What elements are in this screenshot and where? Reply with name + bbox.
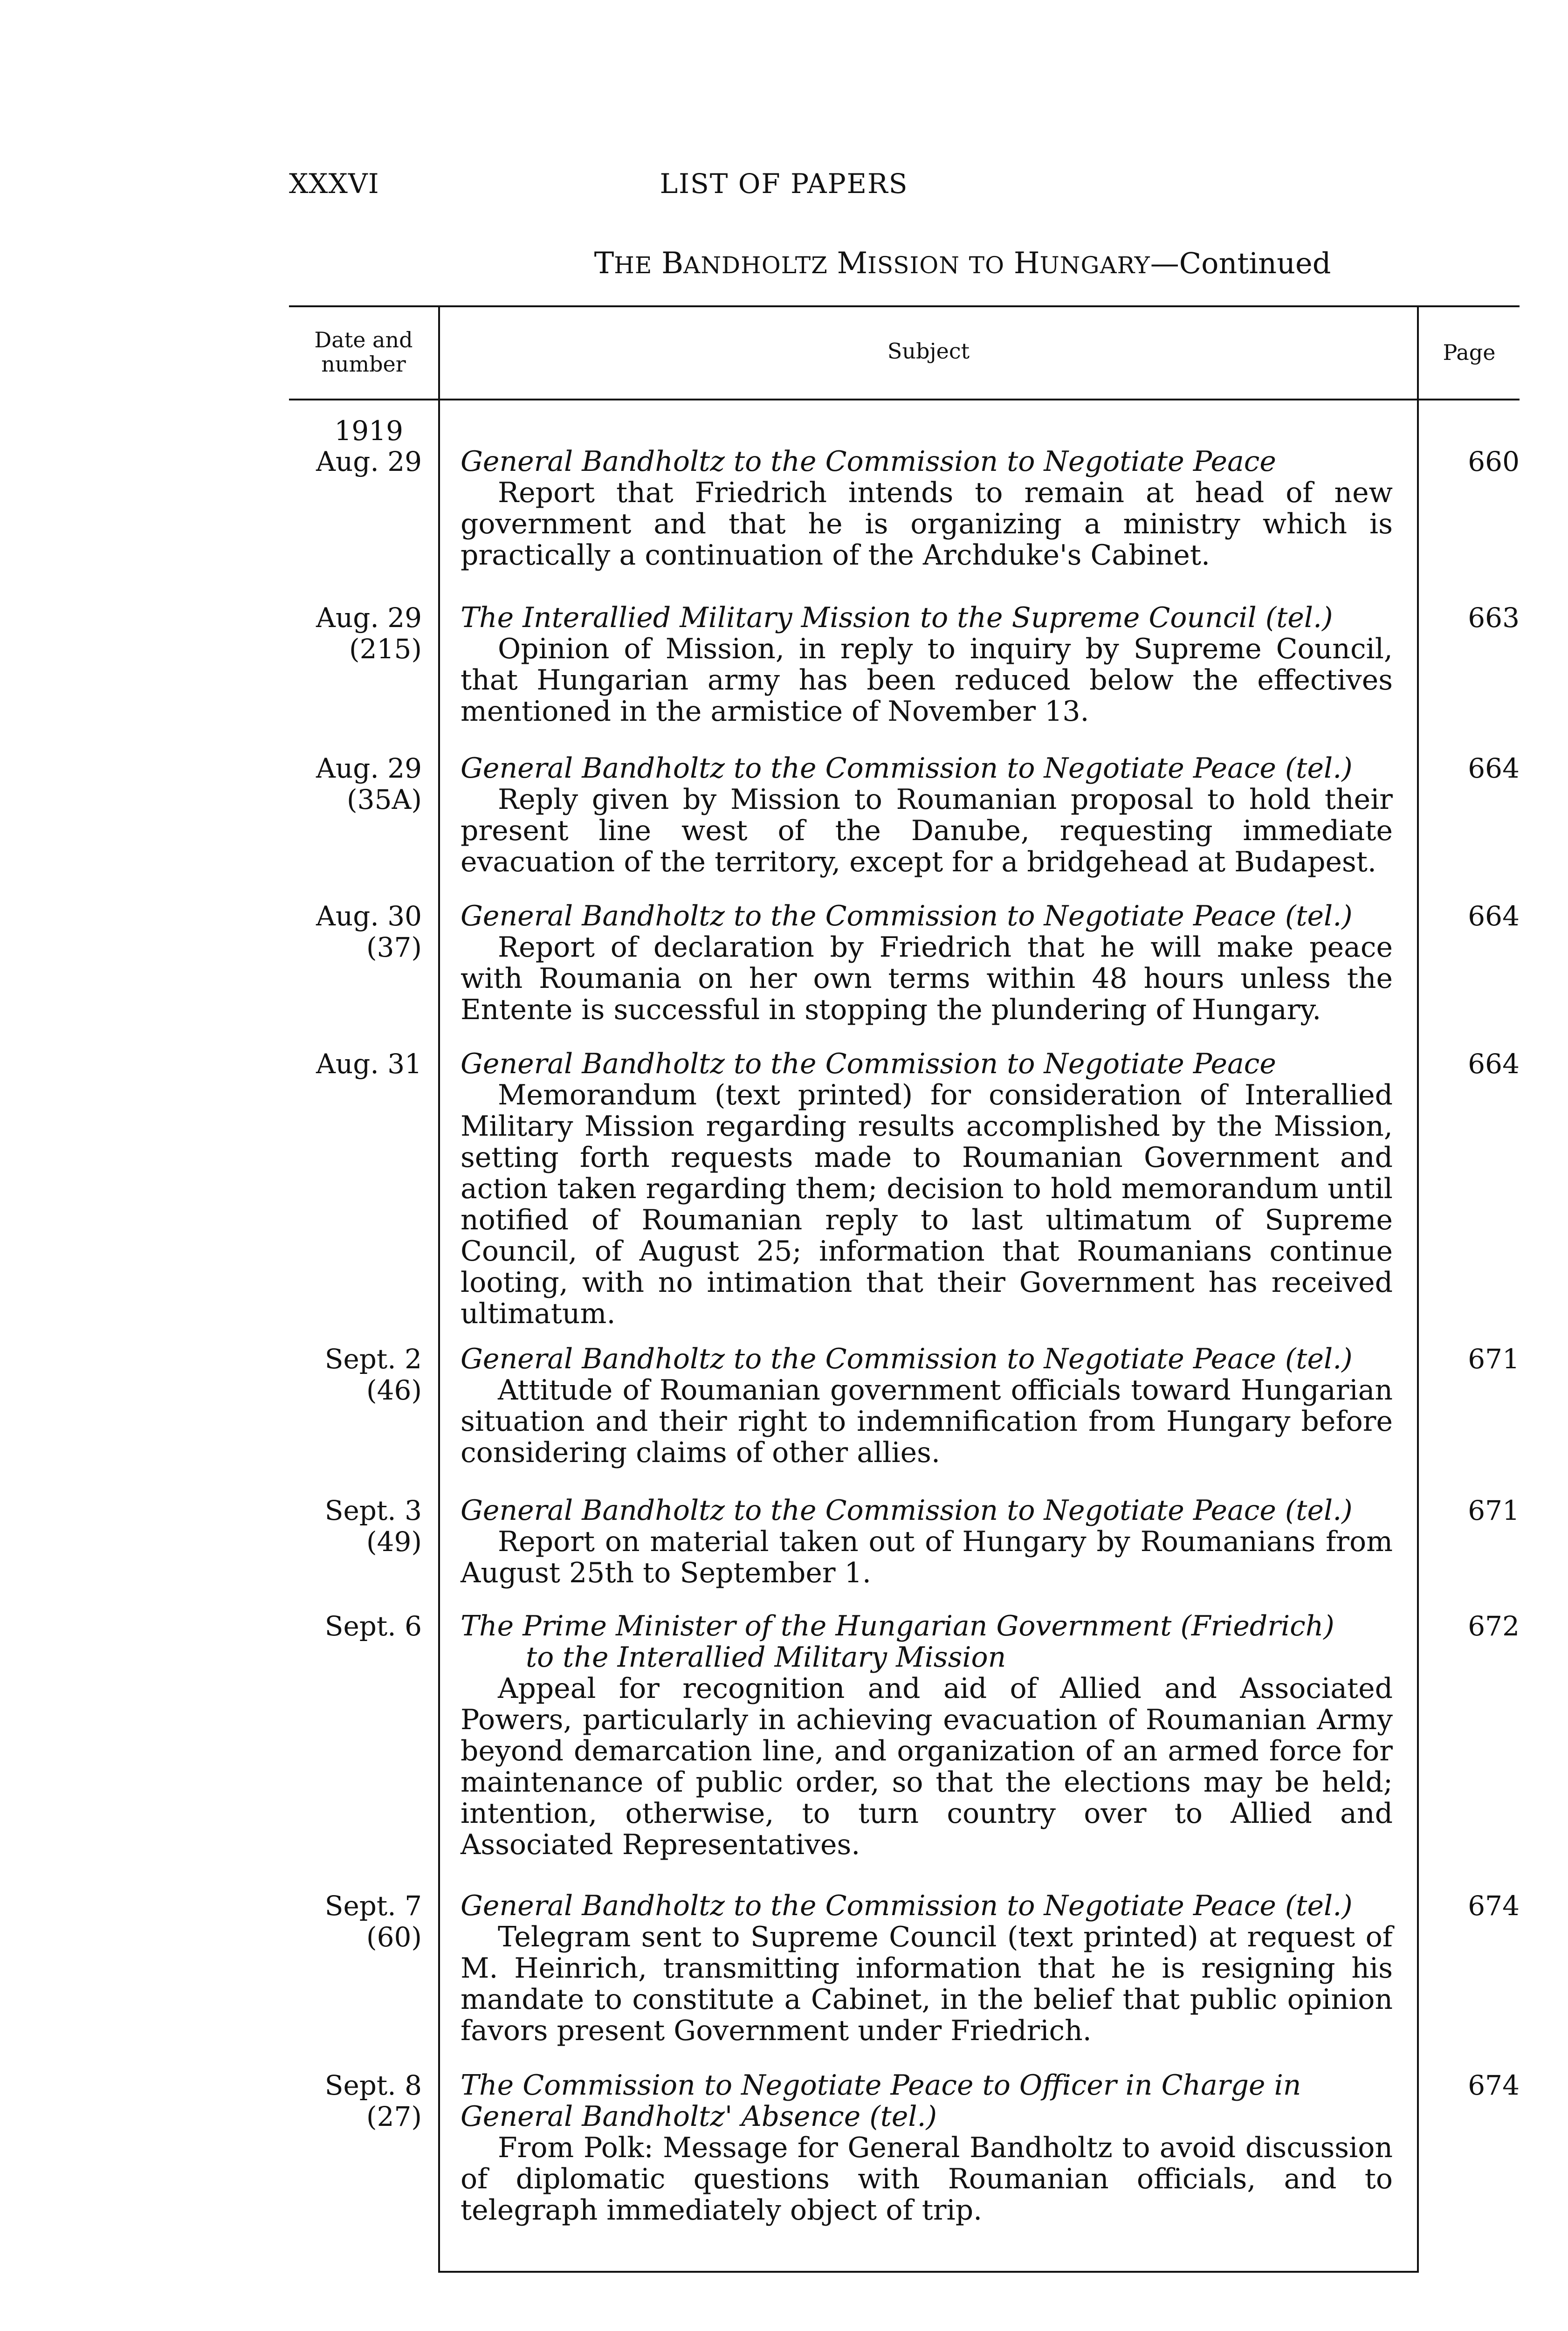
entry-summary: Attitude of Roumanian government officials toward Hungarian situation and their right to indemnification from Hungary before considering claims of other allies. — [461, 1374, 1393, 1469]
entry-page: 674 — [1468, 1890, 1520, 1922]
entry-page: 660 — [1468, 446, 1520, 477]
entry-subject — [461, 1890, 1393, 2047]
entry-heading: General Bandholtz to the Commission to Negotiate Peace (tel.) — [461, 1343, 1353, 1375]
section-title: THE BANDHOLTZ MISSION TO HUNGARY—Continued — [594, 246, 1331, 281]
entry-heading: General Bandholtz to the Commission to Negotiate Peace (tel.) — [461, 1890, 1353, 1922]
entry-heading: The Prime Minister of the Hungarian Government (Friedrich) — [461, 1610, 1334, 1642]
entry-page: 671 — [1468, 1343, 1520, 1375]
entry-subject — [461, 602, 1393, 727]
entry-subject — [461, 901, 1393, 1026]
entry-subject — [461, 1611, 1393, 1861]
entry-date: Sept. 8 (27) — [324, 2069, 422, 2132]
column-header-subject: Subject — [887, 338, 970, 364]
entry-page: 664 — [1468, 752, 1520, 784]
entry-date: Sept. 6 — [324, 1610, 422, 1642]
entry-summary: Opinion of Mission, in reply to inquiry by Supreme Council, that Hungarian army has been reduced below the effectives mentioned in the armistice of November 13. — [461, 633, 1393, 728]
entry-date: Sept. 2 (46) — [324, 1343, 422, 1406]
entry-summary: Report of declaration by Friedrich that he will make peace with Roumania on her own terms within 48 hours unless the Entente is successful in stopping the plundering of Hungary. — [461, 931, 1393, 1026]
table-top-rule — [289, 305, 1520, 307]
entry-summary: Report on material taken out of Hungary by Roumanians from August 25th to September 1. — [461, 1525, 1393, 1589]
running-head — [0, 168, 1568, 210]
entry-summary: Reply given by Mission to Roumanian proposal to hold their present line west of the Danube, requesting immediate evacuation of the territory, except for a bridgehead at Budapest. — [461, 783, 1393, 878]
entry-subject — [461, 1344, 1393, 1469]
entry-subject — [461, 1048, 1393, 1330]
entry-summary: Telegram sent to Supreme Council (text printed) at request of M. Heinrich, transmitting information that he is resigning his mandate to constitute a Cabinet, in the belief that public opinion favors present Government under Friedrich. — [461, 1921, 1393, 2047]
entry-heading: General Bandholtz to the Commission to Negotiate Peace (tel.) — [461, 900, 1353, 932]
entry-heading: The Commission to Negotiate Peace to Officer in Charge in General Bandholtz' Absence (tel.) — [461, 2069, 1301, 2133]
entry-summary: From Polk: Message for General Bandholtz to avoid discussion of diplomatic questions with Roumanian officials, and to telegraph immediately object of trip. — [461, 2131, 1393, 2227]
year-label: 1919 — [334, 415, 403, 447]
entry-date: Aug. 31 — [316, 1048, 422, 1080]
entry-date: Aug. 29 (35A) — [316, 752, 422, 815]
entry-subject — [461, 753, 1393, 878]
entry-page: 663 — [1468, 602, 1520, 634]
entry-date: Sept. 3 (49) — [324, 1495, 422, 1558]
entry-date: Sept. 7 (60) — [324, 1890, 422, 1953]
entry-heading: General Bandholtz to the Commission to Negotiate Peace (tel.) — [461, 1494, 1353, 1527]
table-header-rule — [289, 399, 1520, 400]
entry-subject — [461, 1495, 1393, 1589]
column-header-date: Date and number — [314, 327, 413, 377]
entry-heading: General Bandholtz to the Commission to Negotiate Peace — [461, 1048, 1276, 1080]
page-folio: XXXVI — [289, 168, 379, 200]
entry-heading: The Interallied Military Mission to the Supreme Council (tel.) — [461, 601, 1333, 634]
papers-table — [289, 305, 1520, 2273]
entry-page: 672 — [1468, 1610, 1520, 1642]
entry-subject — [461, 446, 1393, 571]
entry-date: Aug. 29 — [316, 446, 422, 477]
column-divider-left — [438, 305, 440, 2273]
entry-date: Aug. 29 (215) — [316, 602, 422, 665]
entry-summary: Appeal for recognition and aid of Allied and Associated Powers, particularly in achieving evacuation of Roumanian Army beyond demarcation line, and organization of an armed force for maintenance of public order, so that the elections may be held; intention, otherwise, to turn country over to Allied and Associated Representatives. — [461, 1672, 1393, 1861]
entry-heading: General Bandholtz to the Commission to Negotiate Peace (tel.) — [461, 752, 1353, 785]
entry-subject — [461, 2070, 1393, 2226]
entry-summary: Memorandum (text printed) for consideration of Interallied Military Mission regarding results accomplished by the Mission, setting forth requests made to Roumanian Government and action taken regarding them; decision to hold memorandum until notified of Roumanian reply to last ultimatum of Supreme Council, of August 25; information that Roumanians continue looting, with no intimation that their Government has received ultimatum. — [461, 1079, 1393, 1330]
entry-summary: Report that Friedrich intends to remain at head of new government and that he is organizing a ministry which is practically a continuation of the Archduke's Cabinet. — [461, 476, 1393, 572]
entry-heading-continued: to the Interallied Military Mission — [526, 1641, 1006, 1674]
entry-page: 674 — [1468, 2069, 1520, 2101]
entry-page: 664 — [1468, 1048, 1520, 1080]
entry-page: 664 — [1468, 900, 1520, 932]
column-divider-right — [1417, 305, 1419, 2273]
entry-heading: General Bandholtz to the Commission to Negotiate Peace — [461, 445, 1276, 478]
entry-date: Aug. 30 (37) — [316, 900, 422, 963]
entry-page: 671 — [1468, 1495, 1520, 1526]
running-title: LIST OF PAPERS — [660, 168, 908, 200]
table-bottom-rule — [438, 2271, 1419, 2273]
column-header-page: Page — [1443, 340, 1496, 365]
